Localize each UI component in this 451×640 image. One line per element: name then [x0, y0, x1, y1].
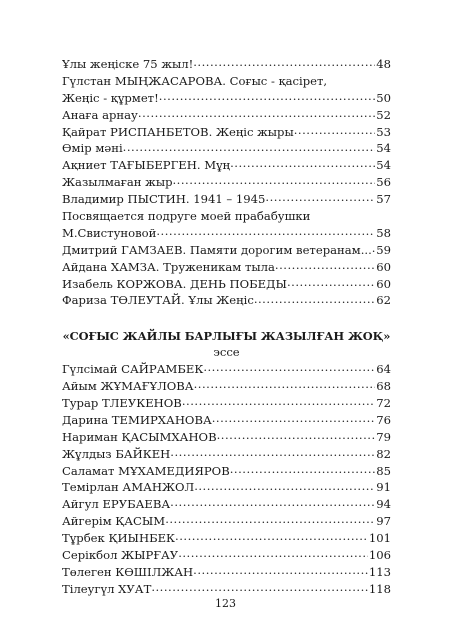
toc-entry-title: Айгерім ҚАСЫМ — [62, 514, 166, 529]
toc-entry-page: 57 — [376, 192, 391, 207]
dot-leader — [170, 446, 375, 458]
toc-entry-page: 101 — [368, 531, 391, 546]
toc-entry-page: 85 — [376, 463, 391, 478]
toc-entry-page: 50 — [376, 90, 391, 105]
dot-leader — [194, 480, 375, 492]
toc-entry — [62, 124, 391, 141]
toc-entry-title: Фариза ТӨЛЕУТАЙ. Ұлы Жеңіс — [62, 293, 254, 308]
toc-entry-page: 106 — [368, 548, 391, 563]
toc-entry-page: 59 — [376, 242, 391, 257]
toc-entry — [62, 412, 391, 429]
toc-entry-page: 54 — [376, 141, 391, 156]
toc-entry-title: Ақниет ТАҒЫБЕРГЕН. Мұң — [62, 158, 231, 173]
toc-entry — [62, 174, 391, 191]
toc-entry-title: Дарина ТЕМИРХАНОВА — [62, 412, 212, 427]
dot-leader — [230, 463, 376, 475]
toc-entry-title: Дмитрий ГАМЗАЕВ. Памяти дорогим ветеранам... — [62, 242, 372, 257]
toc-entry-page: 58 — [376, 225, 391, 240]
toc-entry — [62, 463, 391, 480]
toc-entry-page: 60 — [376, 276, 391, 291]
toc-entry-page: 68 — [376, 379, 391, 394]
toc-entry-page: 60 — [376, 259, 391, 274]
dot-leader — [178, 547, 368, 559]
toc-entry-page: 91 — [376, 480, 391, 495]
toc-entry-page: 82 — [376, 446, 391, 461]
dot-leader — [170, 497, 375, 509]
toc-entry — [62, 140, 391, 157]
dot-leader — [265, 192, 375, 204]
toc-entry-page: 72 — [376, 396, 391, 411]
toc-entry-page: 113 — [368, 564, 391, 579]
toc-entry — [62, 378, 391, 395]
toc-entry-title: Жұлдыз БАЙКЕН — [62, 446, 171, 461]
dot-leader — [138, 107, 375, 119]
dot-leader — [193, 564, 368, 576]
dot-leader — [275, 259, 375, 271]
toc-entry-title: Қайрат РИСПАНБЕТОВ. Жеңіс жыры — [62, 124, 294, 139]
toc-entry — [62, 259, 391, 276]
toc-entry — [62, 496, 391, 513]
toc-entry — [62, 191, 391, 208]
toc-entry-page: 62 — [376, 293, 391, 308]
dot-leader — [194, 379, 376, 391]
toc-entry-title: М.Свистуновой — [62, 225, 157, 240]
toc-entry — [62, 107, 391, 124]
section-heading: «СОҒЫС ЖАЙЛЫ БАРЛЫҒЫ ЖАЗЫЛҒАН ЖОҚ» — [62, 329, 391, 344]
dot-leader — [372, 242, 375, 254]
dot-leader — [182, 395, 375, 407]
dot-leader — [203, 362, 375, 374]
toc-entry-page: 76 — [376, 412, 391, 427]
dot-leader — [123, 141, 376, 153]
toc-entry — [62, 292, 391, 309]
toc-entry-title: Айгул ЕРУБАЕВА — [62, 497, 171, 512]
toc-entry — [62, 361, 391, 378]
dot-leader — [151, 581, 368, 593]
toc-list-essays — [62, 361, 391, 597]
toc-list-poems — [62, 56, 391, 309]
toc-text-line: Посвящается подруге моей прабабушки — [62, 209, 311, 224]
toc-entry — [62, 90, 391, 107]
toc-entry — [62, 276, 391, 293]
toc-entry — [62, 581, 391, 598]
toc-entry-title: Изабель КОРЖОВА. ДЕНЬ ПОБЕДЫ — [62, 276, 287, 291]
toc-entry — [62, 242, 391, 259]
toc-entry-title: Өмір мәні — [62, 141, 123, 156]
page-number: 123 — [215, 597, 236, 610]
toc-entry-page: 79 — [376, 429, 391, 444]
dot-leader — [156, 225, 375, 237]
toc-entry — [62, 479, 391, 496]
toc-entry-title: Анаға арнау — [62, 107, 138, 122]
toc-entry-title: Тұрбек ҚИЫНБЕК — [62, 531, 176, 546]
toc-entry-title: Турар ТЛЕУКЕНОВ — [62, 396, 182, 411]
dot-leader — [212, 412, 375, 424]
toc-entry — [62, 56, 391, 73]
toc-entry-title: Ұлы жеңіске 75 жыл! — [62, 57, 194, 71]
toc-entry — [62, 395, 391, 412]
toc-entry-page: 64 — [376, 362, 391, 377]
toc-entry-title: Жазылмаған жыр — [62, 175, 173, 190]
toc-text-line: Гүлстан МЫҢЖАСАРОВА. Соғыс - қасірет, — [62, 73, 328, 88]
dot-leader — [254, 293, 375, 305]
toc-entry-page: 97 — [376, 514, 391, 529]
dot-leader — [175, 531, 368, 543]
toc-entry — [62, 225, 391, 242]
toc-entry-title: Владимир ПЫСТИН. 1941 – 1945 — [62, 192, 266, 207]
toc-entry — [62, 530, 391, 547]
dot-leader — [217, 429, 376, 441]
toc-entry-title: Жеңіс - құрмет! — [62, 90, 159, 105]
toc-entry — [62, 513, 391, 530]
toc-entry-page: 56 — [376, 175, 391, 190]
dot-leader — [193, 56, 375, 68]
dot-leader — [287, 276, 375, 288]
toc-entry — [62, 157, 391, 174]
toc-entry-page: 53 — [376, 124, 391, 139]
toc-entry-title: Айдана ХАМЗА. Труженикам тыла — [62, 259, 275, 274]
toc-entry-title: Темірлан АМАНЖОЛ — [62, 480, 195, 495]
toc-entry-page: 94 — [376, 497, 391, 512]
toc-entry-title: Айым ЖҰМАҒҰЛОВА — [62, 379, 194, 394]
toc-entry-title: Гүлсімай САЙРАМБЕК — [62, 362, 204, 377]
toc-entry-title: Серікбол ЖЫРҒАУ — [62, 548, 179, 563]
toc-entry — [62, 429, 391, 446]
toc-entry-page: 118 — [368, 581, 391, 596]
dot-leader — [294, 124, 376, 136]
toc-entry — [62, 547, 391, 564]
toc-entry-page: 48 — [376, 57, 391, 71]
table-of-contents — [62, 56, 391, 598]
toc-entry — [62, 564, 391, 581]
dot-leader — [165, 514, 375, 526]
toc-entry-title: Нариман ҚАСЫМХАНОВ — [62, 429, 217, 444]
toc-entry-title: Саламат МҰХАМЕДИЯРОВ — [62, 463, 230, 478]
toc-entry — [62, 446, 391, 463]
toc-entry-title: Тілеугүл ХУАТ — [62, 581, 152, 596]
dot-leader — [230, 158, 375, 170]
toc-entry-page: 54 — [376, 158, 391, 173]
dot-leader — [159, 90, 375, 102]
toc-entry-page: 52 — [376, 107, 391, 122]
section-subheading: эссе — [213, 345, 240, 360]
toc-entry-title: Төлеген КӨШІЛЖАН — [62, 564, 194, 579]
dot-leader — [173, 175, 376, 187]
